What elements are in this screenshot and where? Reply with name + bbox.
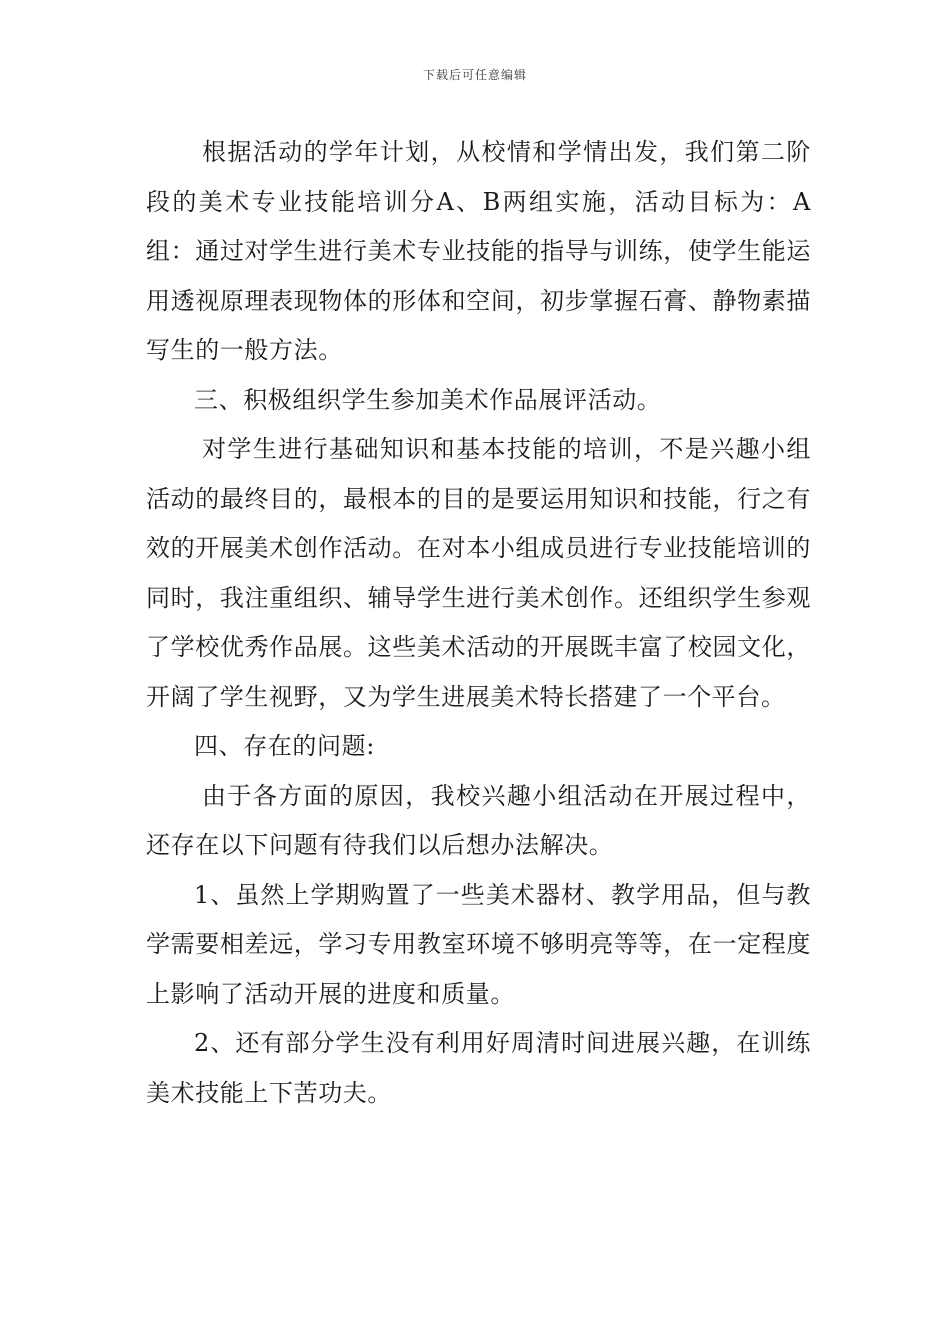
list-item-problem-1: 1、虽然上学期购置了一些美术器材、教学用品，但与教学需要相差远，学习专用教室环境不够明亮等等，在一定程度上影响了活动开展的进度和质量。 [146,880,811,1008]
section-heading-exhibition: 三、积极组织学生参加美术作品展评活动。 [194,385,662,414]
section-heading-problems: 四、存在的问题: [194,732,375,760]
list-item-problem-2: 2、还有部分学生没有利用好周清时间进展兴趣，在训练美术技能上下苦功夫。 [146,1029,811,1107]
page-header: 下载后可任意编辑 [422,68,527,82]
document-body [146,128,811,1118]
paragraph-problems-intro: 由于各方面的原因，我校兴趣小组活动在开展过程中，还存在以下问题有待我们以后想办法解决。 [146,781,811,859]
paragraph-creation-activities: 对学生进行基础知识和基本技能的培训，不是兴趣小组活动的最终目的，最根本的目的是要运用知识和技能，行之有效的开展美术创作活动。在对本小组成员进行专业技能培训的同时，我注重组织、辅导学生进行美术创作。还组织学生参观了学校优秀作品展。这些美术活动的开展既丰富了校园文化，开阔了学生视野，又为学生进展美术特长搭建了一个平台。 [146,435,811,711]
paragraph-activity-goals: 根据活动的学年计划，从校情和学情出发，我们第二阶段的美术专业技能培训分A、B两组实施，活动目标为：A组：通过对学生进行美术专业技能的指导与训练，使学生能运用透视原理表现物体的形体和空间，初步掌握石膏、静物素描写生的一般方法。 [146,138,811,364]
